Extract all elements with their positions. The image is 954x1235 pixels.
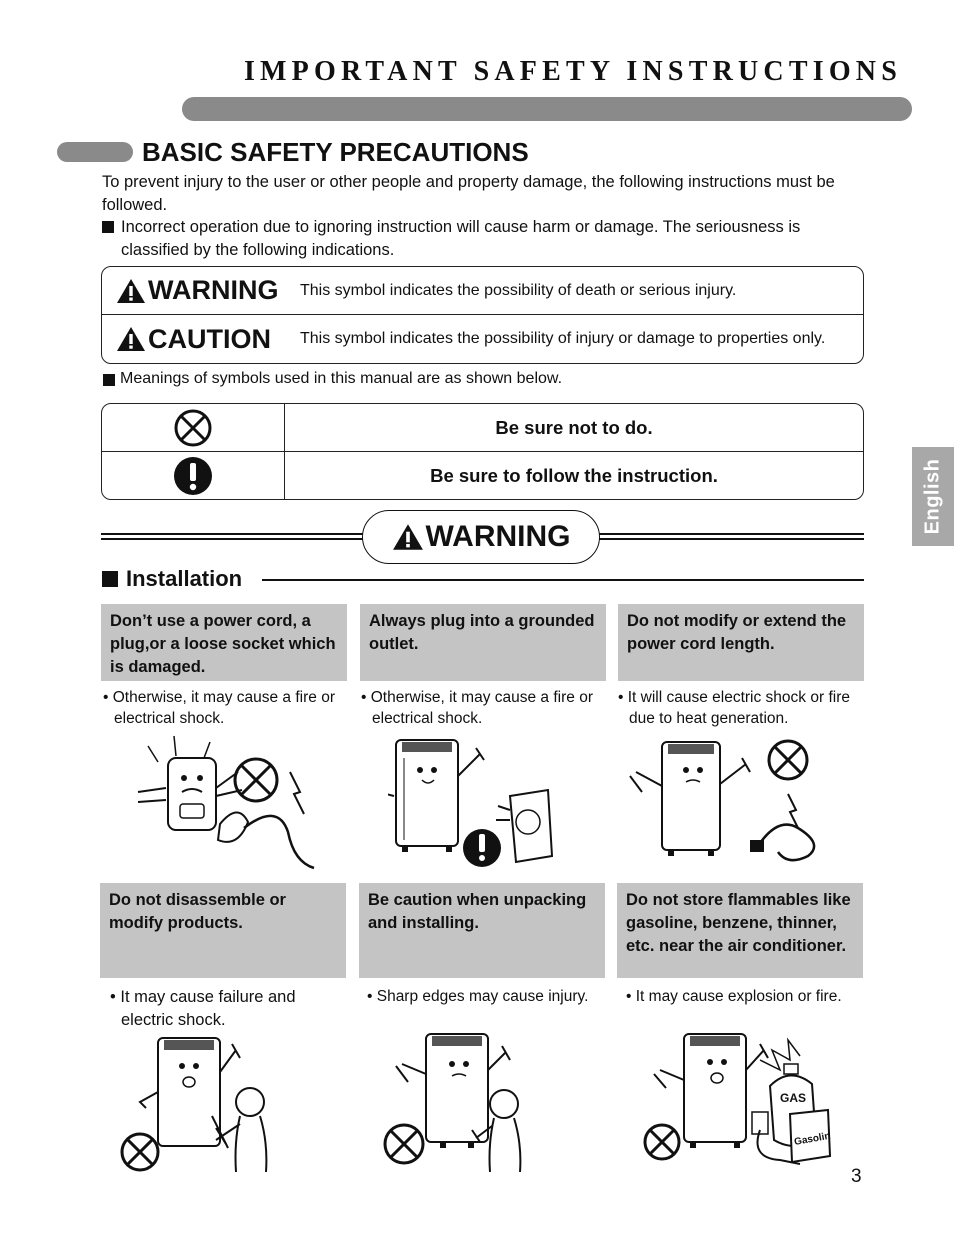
square-bullet-icon [102, 571, 118, 587]
language-tab-label: English [921, 458, 944, 535]
flammables-illustration [640, 1030, 840, 1172]
caution-triangle-icon [116, 326, 146, 352]
symbol-not-to-do-text: Be sure not to do. [495, 416, 653, 438]
page-title: IMPORTANT SAFETY INSTRUCTIONS [243, 56, 902, 87]
warning-triangle-icon [392, 523, 424, 551]
square-bullet-icon [103, 374, 115, 386]
extended-cord-illustration [628, 736, 843, 872]
warning-banner [362, 510, 600, 564]
symbol-cell [102, 452, 285, 500]
exclamation-icon [173, 456, 213, 496]
precaution-note: • Otherwise, it may cause a fire or electrical shock. [103, 689, 335, 727]
meanings-note [103, 370, 562, 388]
precaution-card-modify-cord: Do not modify or extend the power cord length. [618, 604, 864, 681]
warning-banner-text: WARNING [425, 520, 571, 553]
installation-heading [102, 566, 242, 592]
warning-row [102, 267, 863, 315]
title-bar [182, 97, 912, 121]
prohibited-icon [173, 408, 213, 448]
precaution-note: • Sharp edges may cause injury. [367, 988, 589, 1005]
warning-label: WARNING [148, 275, 279, 305]
warning-label-container [102, 275, 300, 306]
warning-description: This symbol indicates the possibility of death or serious injury. [300, 281, 737, 299]
square-bullet-icon [102, 221, 114, 233]
precaution-note: • It may cause explosion or fire. [626, 988, 842, 1005]
caution-description: This symbol indicates the possibility of injury or damage to properties only. [300, 330, 826, 347]
installation-heading-text: Installation [126, 566, 243, 591]
symbol-row-mandatory [102, 452, 863, 500]
gasoline-can-label: Gasolin [793, 1130, 832, 1148]
caution-row [102, 315, 863, 363]
warning-triangle-icon [116, 278, 146, 304]
precaution-note: • It may cause failure and electric shock. [110, 988, 296, 1029]
section-title: BASIC SAFETY PRECAUTIONS [142, 137, 529, 167]
unpacking-illustration [380, 1030, 550, 1172]
installation-rule [262, 579, 864, 581]
gas-can-label: GAS [780, 1091, 807, 1105]
precaution-card-damaged-cord: Don’t use a power cord, a plug,or a loose socket which is damaged. [101, 604, 347, 681]
caution-label-container [102, 324, 300, 355]
damaged-plug-illustration [118, 732, 333, 872]
language-tab [912, 447, 954, 546]
precaution-card-grounded-outlet: Always plug into a grounded outlet. [360, 604, 606, 681]
precaution-note: • Otherwise, it may cause a fire or electrical shock. [361, 689, 593, 727]
symbol-follow-text: Be sure to follow the instruction. [430, 465, 718, 486]
meanings-text: Meanings of symbols used in this manual are as shown below. [120, 370, 563, 387]
disassemble-illustration [116, 1032, 276, 1172]
precaution-card-disassemble: Do not disassemble or modify products. [100, 883, 346, 978]
symbol-cell [102, 404, 285, 451]
signal-words-box [101, 266, 864, 364]
grounded-outlet-illustration [388, 736, 563, 872]
precaution-note: • It will cause electric shock or fire due to heat generation. [618, 689, 850, 727]
intro-text [102, 171, 862, 261]
precaution-card-unpacking: Be caution when unpacking and installing. [359, 883, 605, 978]
section-pill [57, 142, 133, 162]
caution-label: CAUTION [148, 323, 271, 354]
symbol-row-prohibited [102, 404, 863, 452]
page-number: 3 [851, 1166, 862, 1187]
symbols-table [101, 403, 864, 500]
intro-line-2: Incorrect operation due to ignoring instruction will cause harm or damage. The seriousness is classified by the following indications. [121, 218, 801, 259]
intro-line-2-container [102, 216, 862, 261]
intro-line-1: To prevent injury to the user or other people and property damage, the following instructions must be followed. [102, 173, 835, 214]
precaution-card-flammables: Do not store flammables like gasoline, benzene, thinner, etc. near the air conditioner. [617, 883, 863, 978]
